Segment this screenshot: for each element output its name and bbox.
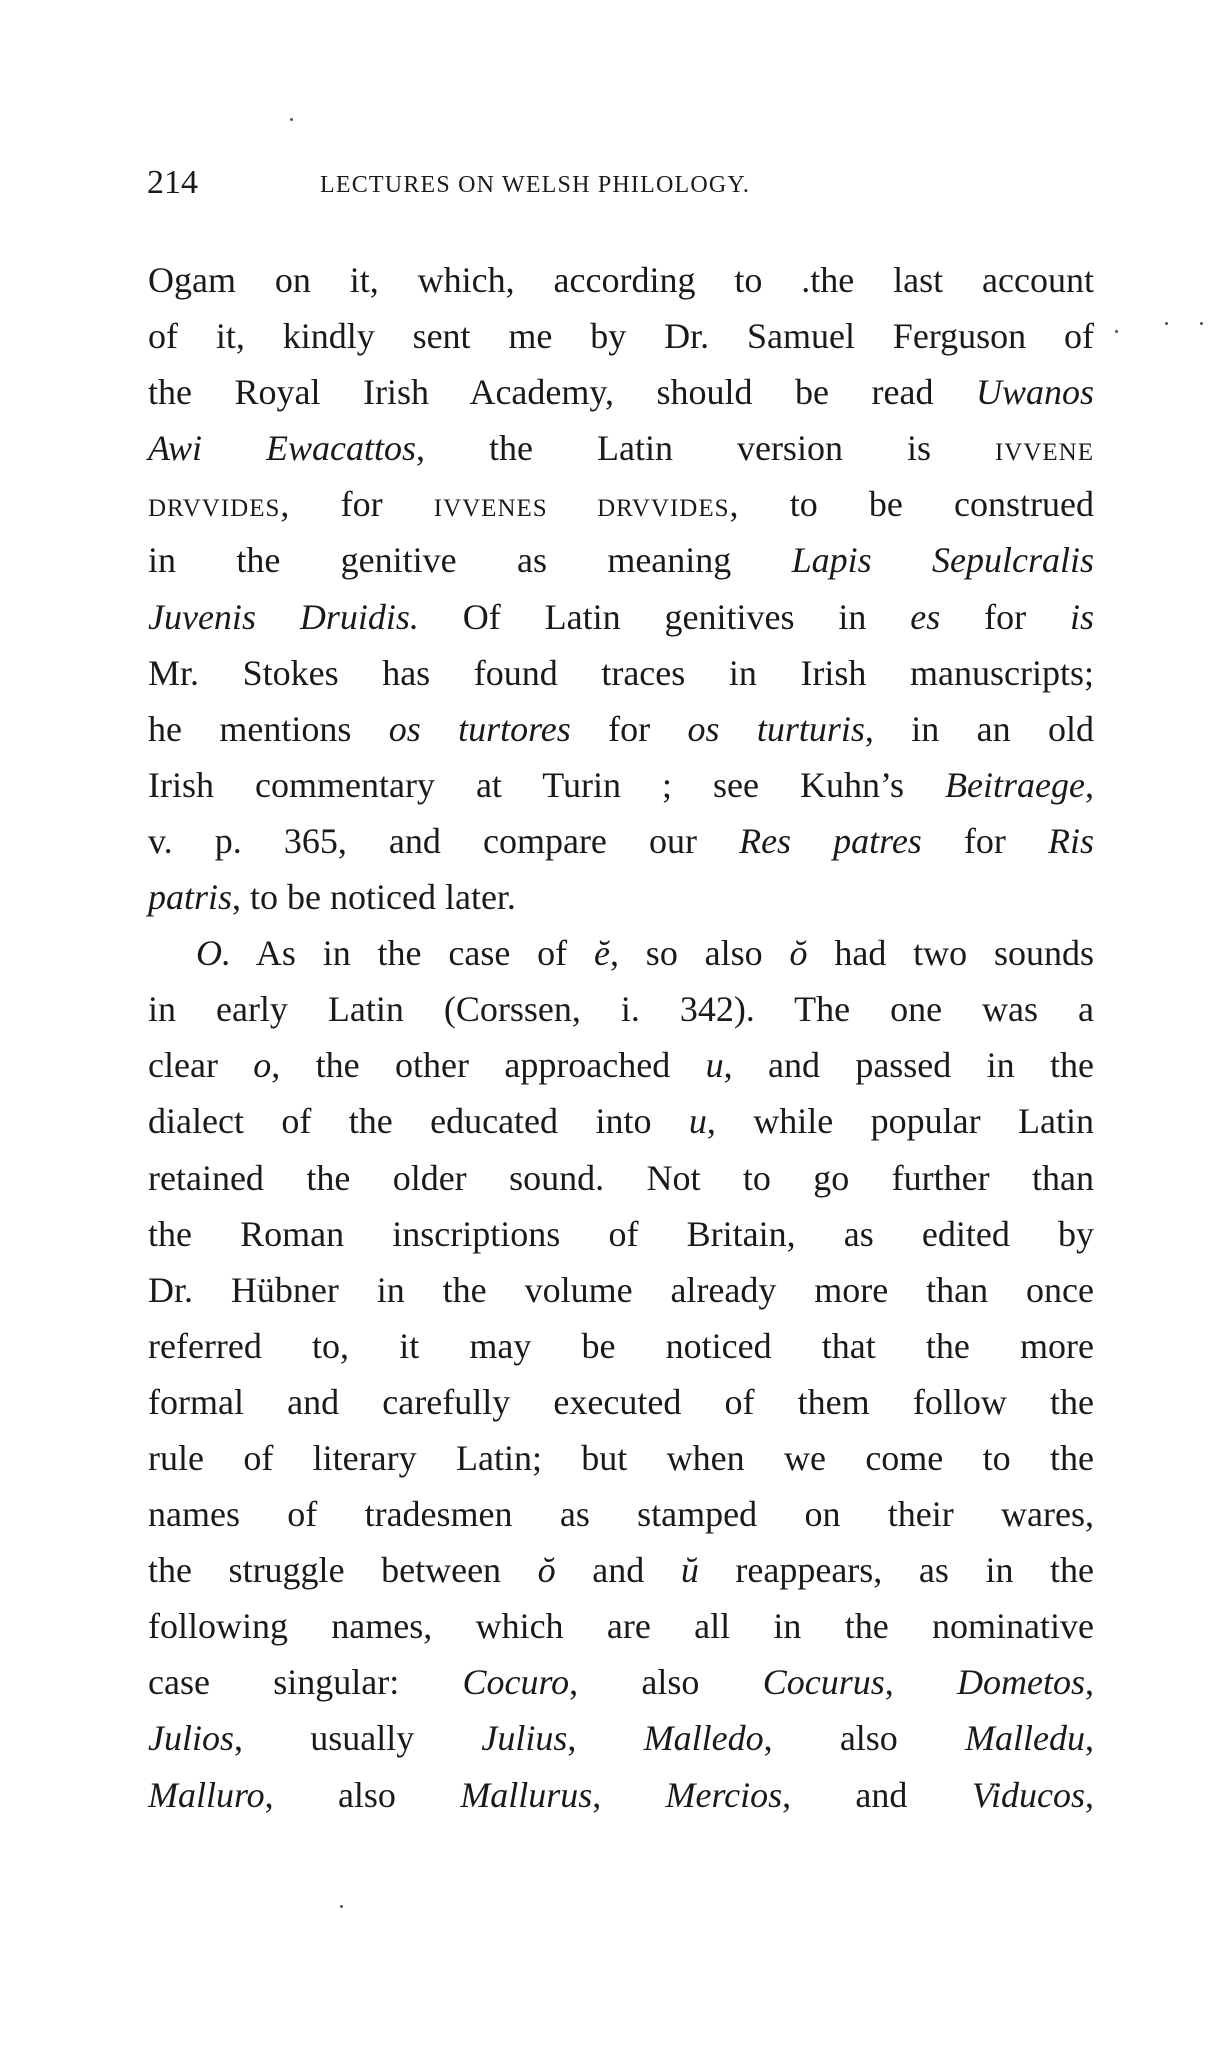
text-segment: , and passed in the: [723, 1045, 1094, 1086]
text-segment: the struggle between: [148, 1550, 538, 1591]
italic-text: ĕ: [593, 933, 610, 974]
text-segment: had two sounds: [807, 933, 1095, 974]
text-segment: Of Latin genitives in: [418, 596, 911, 637]
scan-speck: [1165, 322, 1168, 325]
text-segment: , and: [782, 1774, 972, 1815]
text-segment: ,: [1085, 1662, 1094, 1703]
text-line: [148, 645, 1094, 701]
text-segment: , the Latin version is: [416, 428, 995, 469]
text-segment: , also: [264, 1774, 461, 1815]
text-line: [148, 364, 1094, 420]
italic-text: Cocuro: [462, 1662, 570, 1703]
text-segment: , the other approached: [271, 1045, 706, 1086]
text-line: [148, 252, 1094, 308]
text-segment: ,: [592, 1774, 666, 1815]
text-segment: As in the case of: [231, 933, 594, 974]
text-segment: ,: [1085, 1774, 1094, 1815]
text-segment: the Royal Irish Academy, should be read: [148, 372, 976, 413]
text-segment: ,: [1085, 764, 1094, 805]
text-segment: , also: [763, 1718, 966, 1759]
text-segment: in early Latin (Corssen, i. 342). The one was a: [148, 989, 1094, 1030]
text-segment: for: [940, 596, 1070, 637]
text-line: [148, 1150, 1094, 1206]
text-line: [148, 981, 1094, 1037]
page-number: 214: [147, 164, 198, 201]
text-segment: ,: [1085, 1718, 1094, 1759]
italic-text: Julios: [148, 1718, 234, 1759]
italic-text: Viducos: [971, 1774, 1085, 1815]
text-segment: ,: [884, 1662, 957, 1703]
text-line: [148, 1486, 1094, 1542]
text-line: [148, 1093, 1094, 1149]
italic-text: Ris: [1047, 820, 1094, 861]
text-segment: referred to, it may be noticed that the more: [148, 1325, 1094, 1366]
text-segment: , to be construed: [729, 484, 1095, 525]
text-line: [148, 813, 1094, 869]
text-line: [148, 1318, 1094, 1374]
text-segment: names of tradesmen as stamped on their wares,: [148, 1494, 1094, 1535]
text-segment: , also: [569, 1662, 763, 1703]
text-segment: he mentions: [148, 708, 389, 749]
page-header: [147, 164, 1094, 204]
text-line: [148, 1598, 1094, 1654]
scan-speck: [1115, 330, 1118, 333]
text-line: [148, 420, 1094, 476]
text-segment: v. p. 365, and compare our: [148, 820, 740, 861]
italic-text: patris: [148, 877, 233, 918]
italic-text: is: [1069, 596, 1094, 637]
italic-text: os turturis: [687, 708, 865, 749]
scan-speck: [340, 1905, 343, 1908]
text-line: [148, 1206, 1094, 1262]
italic-text: Lapis Sepulcralis: [791, 540, 1095, 581]
text-line: [148, 1374, 1094, 1430]
text-line: [148, 1542, 1094, 1598]
text-line: [148, 869, 1094, 925]
text-segment: , while popular Latin: [706, 1101, 1094, 1142]
italic-text: os turtores: [388, 708, 571, 749]
italic-text: Malledu: [965, 1718, 1085, 1759]
italic-text: u: [688, 1101, 707, 1142]
text-segment: Irish commentary at Turin ; see Kuhn’s: [148, 764, 946, 805]
small-caps-text: DRVVIDES: [148, 495, 281, 523]
small-caps-text: IVVENE: [994, 439, 1094, 467]
text-segment: ,: [567, 1718, 644, 1759]
text-line: [148, 1654, 1094, 1710]
italic-text: Juvenis Druidis.: [148, 596, 419, 637]
italic-text: Beitraege: [945, 764, 1085, 805]
text-segment: , so also: [609, 933, 790, 974]
text-segment: , to be noticed later.: [232, 877, 516, 918]
italic-text: Res patres: [739, 820, 922, 861]
text-segment: rule of literary Latin; but when we come to the: [148, 1437, 1094, 1478]
text-line: [148, 1430, 1094, 1486]
italic-text: o: [253, 1045, 272, 1086]
text-segment: and: [555, 1550, 681, 1591]
text-segment: for: [570, 708, 688, 749]
italic-text: Julius: [481, 1718, 568, 1759]
text-segment: formal and carefully executed of them follow the: [148, 1381, 1094, 1422]
text-segment: for: [921, 820, 1048, 861]
text-segment: Ogam on it, which, according to .the last account: [148, 260, 1094, 300]
scan-speck: [290, 118, 293, 121]
text-segment: reappears, as in the: [698, 1550, 1095, 1591]
text-line: [148, 1710, 1094, 1766]
text-segment: dialect of the educated into: [148, 1101, 689, 1142]
text-segment: , usually: [234, 1718, 482, 1759]
text-segment: clear: [148, 1045, 254, 1086]
scan-speck: [1200, 322, 1203, 325]
italic-text: Dometos: [957, 1662, 1085, 1703]
italic-text: Malluro: [148, 1774, 265, 1815]
text-line: [148, 1767, 1094, 1823]
body-text: [148, 252, 1094, 1823]
text-line: [148, 532, 1094, 588]
italic-text: Cocurus: [762, 1662, 885, 1703]
text-line: [148, 757, 1094, 813]
text-segment: case singular:: [148, 1662, 463, 1703]
small-caps-text: IVVENES DRVVIDES: [433, 495, 730, 523]
text-segment: following names, which are all in the nominative: [148, 1606, 1094, 1647]
italic-text: Malledo: [643, 1718, 764, 1759]
text-line: [148, 1037, 1094, 1093]
italic-text: Uwanos: [975, 372, 1094, 413]
text-segment: of it, kindly sent me by Dr. Samuel Ferguson of: [148, 316, 1094, 357]
text-line: [148, 476, 1094, 532]
italic-text: Mercios: [665, 1774, 783, 1815]
text-segment: Mr. Stokes has found traces in Irish manuscripts;: [148, 652, 1094, 693]
italic-text: ŭ: [680, 1550, 699, 1591]
text-segment: retained the older sound. Not to go further than: [148, 1157, 1094, 1198]
text-line: [148, 589, 1094, 645]
text-line: [148, 701, 1094, 757]
italic-text: u: [705, 1045, 724, 1086]
italic-text: Mallurus: [460, 1774, 593, 1815]
italic-text: Awi Ewacattos: [148, 428, 417, 469]
text-line: [148, 308, 1094, 364]
text-segment: Dr. Hübner in the volume already more than once: [148, 1269, 1094, 1310]
italic-text: ŏ: [789, 933, 808, 974]
text-segment: , in an old: [864, 708, 1095, 749]
text-segment: the Roman inscriptions of Britain, as edited by: [148, 1213, 1094, 1254]
italic-text: ŏ: [537, 1550, 556, 1591]
text-segment: , for: [280, 484, 434, 525]
italic-text: es: [910, 596, 941, 637]
italic-text: O.: [196, 933, 231, 974]
running-title: LECTURES ON WELSH PHILOLOGY.: [320, 172, 751, 198]
text-segment: in the genitive as meaning: [148, 540, 792, 581]
text-line: [148, 1262, 1094, 1318]
text-line: [148, 925, 1094, 981]
